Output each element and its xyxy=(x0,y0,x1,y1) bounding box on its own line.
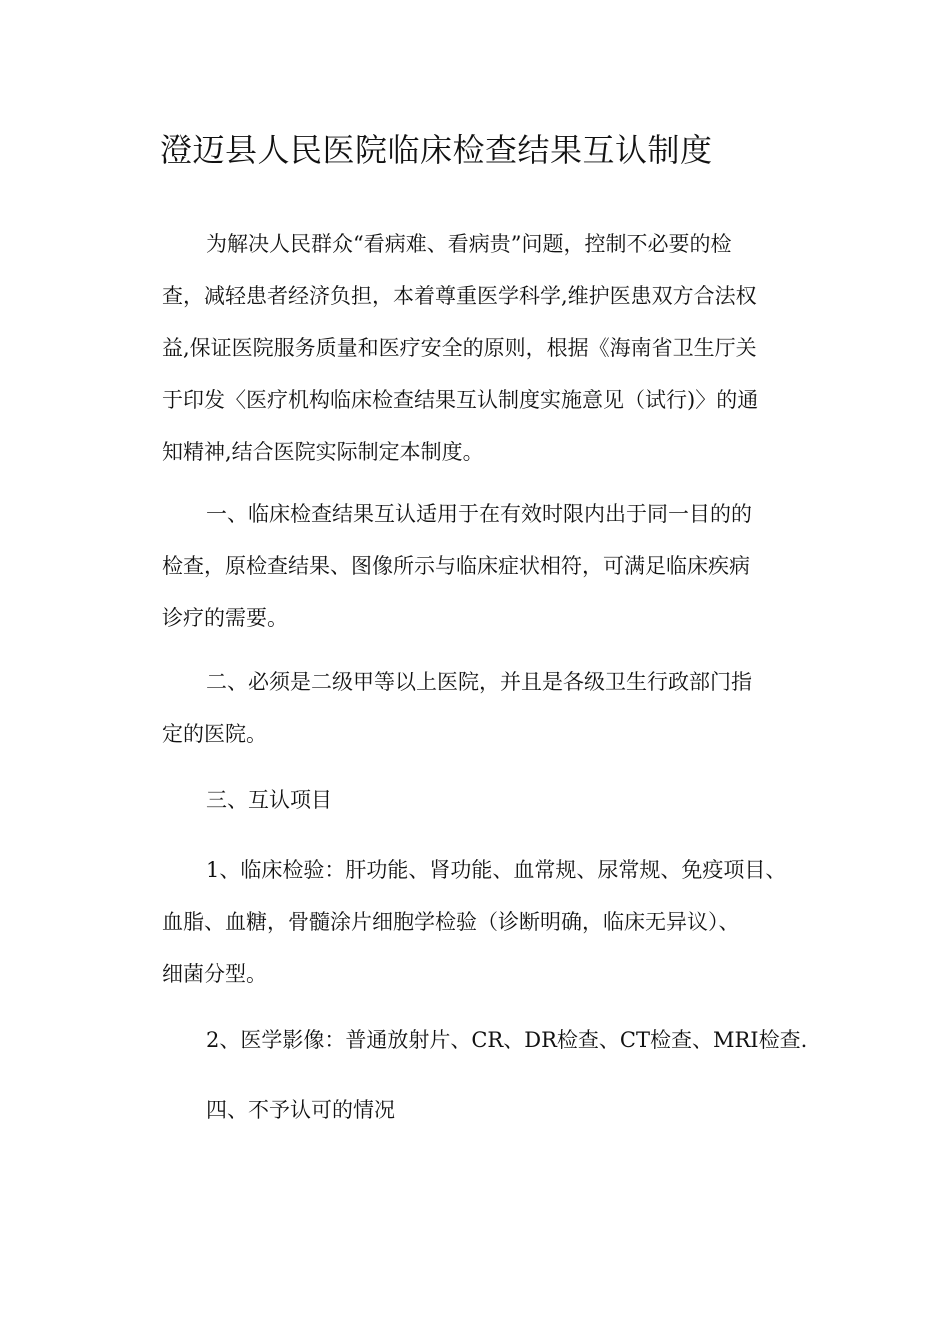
text-line: 诊疗的需要。 xyxy=(162,606,288,630)
text-line: 二、必须是二级甲等以上医院，并且是各级卫生行政部门指 xyxy=(206,670,752,694)
text-line: 细菌分型。 xyxy=(162,962,267,986)
text-line: 查，减轻患者经济负担，本着尊重医学科学,维护医患双方合法权 xyxy=(162,284,757,308)
text-line: 血脂、血糖，骨髓涂片细胞学检验（诊断明确，临床无异议）、 xyxy=(162,910,740,934)
text-line: 为解决人民群众“看病难、看病贵”问题，控制不必要的检 xyxy=(206,232,732,256)
text-line: 定的医院。 xyxy=(162,722,267,746)
text-line: 一、临床检查结果互认适用于在有效时限内出于同一目的的 xyxy=(206,502,752,526)
paragraph-item-2 xyxy=(162,1014,808,1066)
paragraph-section-3-heading xyxy=(162,774,804,826)
text-line: 于印发〈医疗机构临床检查结果互认制度实施意见（试行)〉的通 xyxy=(162,388,759,412)
paragraph-preamble xyxy=(162,218,804,478)
section-heading: 三、互认项目 xyxy=(206,788,332,812)
paragraph-section-1 xyxy=(162,488,804,644)
paragraph-section-4-heading xyxy=(162,1084,804,1136)
text-line: 2、医学影像：普通放射片、CR、DR检查、CT检查、MRI检查. xyxy=(206,1028,808,1052)
text-line: 益,保证医院服务质量和医疗安全的原则，根据《海南省卫生厅关 xyxy=(162,336,757,360)
text-line: 知精神,结合医院实际制定本制度。 xyxy=(162,440,484,464)
paragraph-section-2 xyxy=(162,656,804,760)
section-heading: 四、不予认可的情况 xyxy=(206,1098,395,1122)
document-title: 澄迈县人民医院临床检查结果互认制度 xyxy=(160,131,713,169)
paragraph-item-1 xyxy=(162,844,804,1000)
text-line: 检查，原检查结果、图像所示与临床症状相符，可满足临床疾病 xyxy=(162,554,750,578)
text-line: 1、临床检验：肝功能、肾功能、血常规、尿常规、免疫项目、 xyxy=(206,858,787,882)
